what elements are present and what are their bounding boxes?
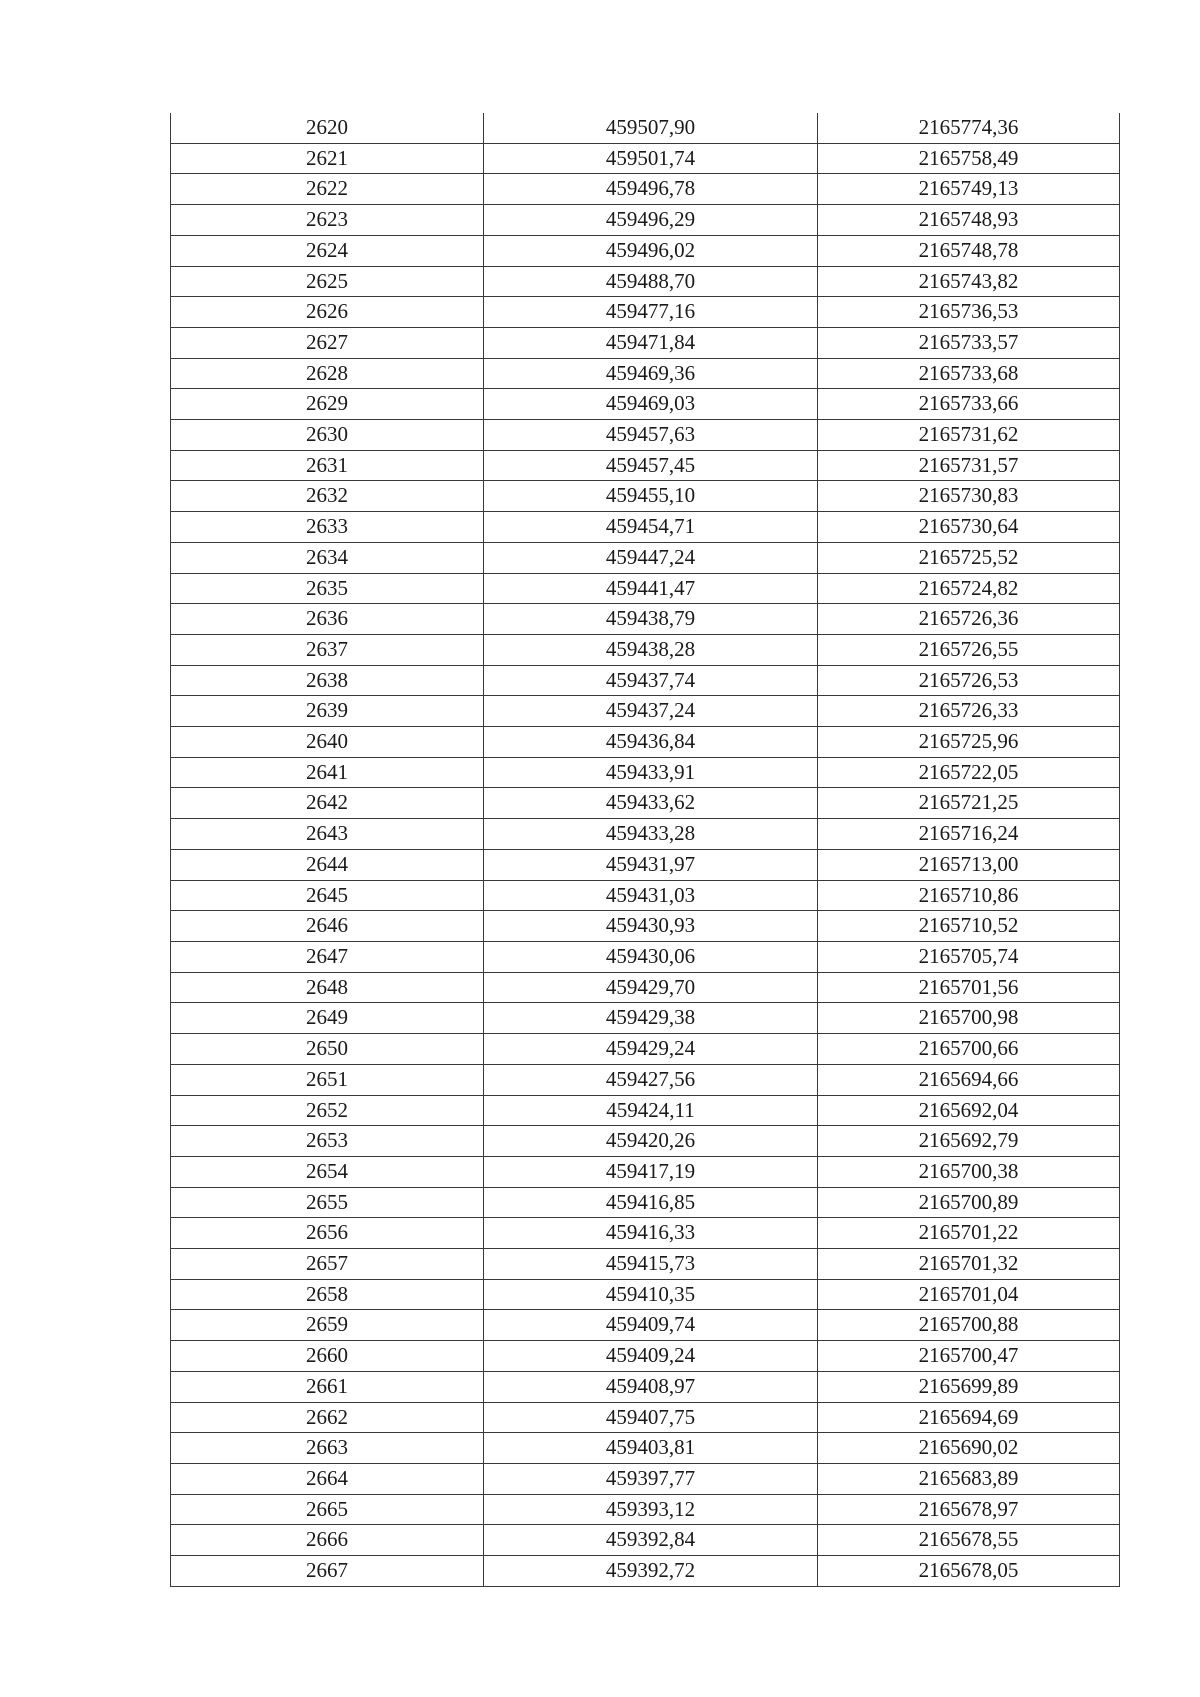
y-coordinate-cell: 2165733,57 — [818, 327, 1120, 358]
y-coordinate-cell: 2165705,74 — [818, 941, 1120, 972]
x-coordinate-cell: 459433,62 — [484, 788, 818, 819]
table-row — [171, 389, 1120, 420]
y-coordinate-cell: 2165716,24 — [818, 819, 1120, 850]
x-coordinate-cell: 459416,33 — [484, 1218, 818, 1249]
x-coordinate-cell: 459488,70 — [484, 266, 818, 297]
table-row — [171, 450, 1120, 481]
x-coordinate-cell: 459457,45 — [484, 450, 818, 481]
x-coordinate-cell: 459438,28 — [484, 634, 818, 665]
point-number-cell: 2664 — [171, 1463, 484, 1494]
point-number-cell: 2641 — [171, 757, 484, 788]
y-coordinate-cell: 2165736,53 — [818, 297, 1120, 328]
y-coordinate-cell: 2165701,22 — [818, 1218, 1120, 1249]
y-coordinate-cell: 2165758,49 — [818, 143, 1120, 174]
point-number-cell: 2634 — [171, 542, 484, 573]
point-number-cell: 2628 — [171, 358, 484, 389]
table-row — [171, 604, 1120, 635]
y-coordinate-cell: 2165713,00 — [818, 849, 1120, 880]
table-row — [171, 1156, 1120, 1187]
table-row — [171, 1249, 1120, 1280]
point-number-cell: 2635 — [171, 573, 484, 604]
table-row — [171, 1310, 1120, 1341]
y-coordinate-cell: 2165699,89 — [818, 1371, 1120, 1402]
table-row — [171, 235, 1120, 266]
x-coordinate-cell: 459454,71 — [484, 512, 818, 543]
x-coordinate-cell: 459441,47 — [484, 573, 818, 604]
y-coordinate-cell: 2165724,82 — [818, 573, 1120, 604]
y-coordinate-cell: 2165722,05 — [818, 757, 1120, 788]
y-coordinate-cell: 2165743,82 — [818, 266, 1120, 297]
table-row — [171, 174, 1120, 205]
point-number-cell: 2649 — [171, 1003, 484, 1034]
table-row — [171, 1525, 1120, 1556]
point-number-cell: 2651 — [171, 1064, 484, 1095]
y-coordinate-cell: 2165690,02 — [818, 1433, 1120, 1464]
x-coordinate-cell: 459407,75 — [484, 1402, 818, 1433]
table-row — [171, 205, 1120, 236]
x-coordinate-cell: 459496,02 — [484, 235, 818, 266]
point-number-cell: 2629 — [171, 389, 484, 420]
table-row — [171, 1064, 1120, 1095]
y-coordinate-cell: 2165710,86 — [818, 880, 1120, 911]
table-row — [171, 757, 1120, 788]
x-coordinate-cell: 459437,24 — [484, 696, 818, 727]
y-coordinate-cell: 2165725,96 — [818, 727, 1120, 758]
table-row — [171, 481, 1120, 512]
x-coordinate-cell: 459477,16 — [484, 297, 818, 328]
y-coordinate-cell: 2165678,05 — [818, 1556, 1120, 1587]
point-number-cell: 2637 — [171, 634, 484, 665]
point-number-cell: 2646 — [171, 911, 484, 942]
point-number-cell: 2654 — [171, 1156, 484, 1187]
table-row — [171, 819, 1120, 850]
point-number-cell: 2661 — [171, 1371, 484, 1402]
point-number-cell: 2633 — [171, 512, 484, 543]
point-number-cell: 2638 — [171, 665, 484, 696]
x-coordinate-cell: 459471,84 — [484, 327, 818, 358]
y-coordinate-cell: 2165694,66 — [818, 1064, 1120, 1095]
x-coordinate-cell: 459429,70 — [484, 972, 818, 1003]
y-coordinate-cell: 2165733,68 — [818, 358, 1120, 389]
table-row — [171, 665, 1120, 696]
table-row — [171, 1494, 1120, 1525]
point-number-cell: 2667 — [171, 1556, 484, 1587]
coordinates-table-body — [171, 113, 1120, 1586]
y-coordinate-cell: 2165731,57 — [818, 450, 1120, 481]
y-coordinate-cell: 2165749,13 — [818, 174, 1120, 205]
y-coordinate-cell: 2165733,66 — [818, 389, 1120, 420]
y-coordinate-cell: 2165710,52 — [818, 911, 1120, 942]
y-coordinate-cell: 2165726,53 — [818, 665, 1120, 696]
x-coordinate-cell: 459469,03 — [484, 389, 818, 420]
table-row — [171, 634, 1120, 665]
point-number-cell: 2632 — [171, 481, 484, 512]
table-row — [171, 266, 1120, 297]
x-coordinate-cell: 459403,81 — [484, 1433, 818, 1464]
x-coordinate-cell: 459457,63 — [484, 420, 818, 451]
y-coordinate-cell: 2165692,79 — [818, 1126, 1120, 1157]
y-coordinate-cell: 2165701,56 — [818, 972, 1120, 1003]
x-coordinate-cell: 459433,91 — [484, 757, 818, 788]
y-coordinate-cell: 2165678,97 — [818, 1494, 1120, 1525]
x-coordinate-cell: 459436,84 — [484, 727, 818, 758]
table-row — [171, 1126, 1120, 1157]
point-number-cell: 2626 — [171, 297, 484, 328]
y-coordinate-cell: 2165700,89 — [818, 1187, 1120, 1218]
coordinates-table — [170, 113, 1120, 1587]
point-number-cell: 2653 — [171, 1126, 484, 1157]
point-number-cell: 2630 — [171, 420, 484, 451]
table-row — [171, 1003, 1120, 1034]
y-coordinate-cell: 2165721,25 — [818, 788, 1120, 819]
y-coordinate-cell: 2165700,47 — [818, 1341, 1120, 1372]
table-row — [171, 1095, 1120, 1126]
point-number-cell: 2659 — [171, 1310, 484, 1341]
point-number-cell: 2652 — [171, 1095, 484, 1126]
y-coordinate-cell: 2165748,78 — [818, 235, 1120, 266]
point-number-cell: 2642 — [171, 788, 484, 819]
point-number-cell: 2627 — [171, 327, 484, 358]
table-row — [171, 1341, 1120, 1372]
y-coordinate-cell: 2165726,33 — [818, 696, 1120, 727]
table-row — [171, 512, 1120, 543]
x-coordinate-cell: 459447,24 — [484, 542, 818, 573]
table-row — [171, 1187, 1120, 1218]
point-number-cell: 2636 — [171, 604, 484, 635]
point-number-cell: 2655 — [171, 1187, 484, 1218]
y-coordinate-cell: 2165700,98 — [818, 1003, 1120, 1034]
table-row — [171, 788, 1120, 819]
y-coordinate-cell: 2165678,55 — [818, 1525, 1120, 1556]
table-row — [171, 1279, 1120, 1310]
table-row — [171, 420, 1120, 451]
x-coordinate-cell: 459430,06 — [484, 941, 818, 972]
x-coordinate-cell: 459437,74 — [484, 665, 818, 696]
y-coordinate-cell: 2165748,93 — [818, 205, 1120, 236]
x-coordinate-cell: 459430,93 — [484, 911, 818, 942]
x-coordinate-cell: 459429,38 — [484, 1003, 818, 1034]
x-coordinate-cell: 459409,24 — [484, 1341, 818, 1372]
table-row — [171, 573, 1120, 604]
y-coordinate-cell: 2165725,52 — [818, 542, 1120, 573]
point-number-cell: 2644 — [171, 849, 484, 880]
y-coordinate-cell: 2165731,62 — [818, 420, 1120, 451]
x-coordinate-cell: 459507,90 — [484, 113, 818, 143]
x-coordinate-cell: 459397,77 — [484, 1463, 818, 1494]
table-row — [171, 1556, 1120, 1587]
point-number-cell: 2665 — [171, 1494, 484, 1525]
point-number-cell: 2639 — [171, 696, 484, 727]
table-row — [171, 880, 1120, 911]
point-number-cell: 2648 — [171, 972, 484, 1003]
x-coordinate-cell: 459501,74 — [484, 143, 818, 174]
x-coordinate-cell: 459469,36 — [484, 358, 818, 389]
x-coordinate-cell: 459424,11 — [484, 1095, 818, 1126]
x-coordinate-cell: 459408,97 — [484, 1371, 818, 1402]
x-coordinate-cell: 459496,29 — [484, 205, 818, 236]
table-row — [171, 1402, 1120, 1433]
x-coordinate-cell: 459431,97 — [484, 849, 818, 880]
table-row — [171, 113, 1120, 143]
y-coordinate-cell: 2165701,32 — [818, 1249, 1120, 1280]
x-coordinate-cell: 459410,35 — [484, 1279, 818, 1310]
table-row — [171, 1218, 1120, 1249]
x-coordinate-cell: 459415,73 — [484, 1249, 818, 1280]
point-number-cell: 2650 — [171, 1034, 484, 1065]
x-coordinate-cell: 459431,03 — [484, 880, 818, 911]
table-row — [171, 1463, 1120, 1494]
point-number-cell: 2656 — [171, 1218, 484, 1249]
point-number-cell: 2647 — [171, 941, 484, 972]
x-coordinate-cell: 459420,26 — [484, 1126, 818, 1157]
point-number-cell: 2662 — [171, 1402, 484, 1433]
x-coordinate-cell: 459416,85 — [484, 1187, 818, 1218]
table-row — [171, 849, 1120, 880]
table-row — [171, 1371, 1120, 1402]
table-row — [171, 941, 1120, 972]
table-row — [171, 1433, 1120, 1464]
y-coordinate-cell: 2165700,66 — [818, 1034, 1120, 1065]
table-row — [171, 911, 1120, 942]
y-coordinate-cell: 2165726,55 — [818, 634, 1120, 665]
x-coordinate-cell: 459438,79 — [484, 604, 818, 635]
y-coordinate-cell: 2165726,36 — [818, 604, 1120, 635]
y-coordinate-cell: 2165730,64 — [818, 512, 1120, 543]
x-coordinate-cell: 459393,12 — [484, 1494, 818, 1525]
table-row — [171, 542, 1120, 573]
point-number-cell: 2658 — [171, 1279, 484, 1310]
x-coordinate-cell: 459392,72 — [484, 1556, 818, 1587]
x-coordinate-cell: 459433,28 — [484, 819, 818, 850]
table-row — [171, 972, 1120, 1003]
table-row — [171, 358, 1120, 389]
y-coordinate-cell: 2165700,38 — [818, 1156, 1120, 1187]
table-row — [171, 297, 1120, 328]
point-number-cell: 2622 — [171, 174, 484, 205]
y-coordinate-cell: 2165701,04 — [818, 1279, 1120, 1310]
point-number-cell: 2625 — [171, 266, 484, 297]
point-number-cell: 2631 — [171, 450, 484, 481]
table-row — [171, 727, 1120, 758]
y-coordinate-cell: 2165700,88 — [818, 1310, 1120, 1341]
x-coordinate-cell: 459409,74 — [484, 1310, 818, 1341]
x-coordinate-cell: 459455,10 — [484, 481, 818, 512]
y-coordinate-cell: 2165730,83 — [818, 481, 1120, 512]
y-coordinate-cell: 2165692,04 — [818, 1095, 1120, 1126]
point-number-cell: 2645 — [171, 880, 484, 911]
x-coordinate-cell: 459429,24 — [484, 1034, 818, 1065]
point-number-cell: 2624 — [171, 235, 484, 266]
x-coordinate-cell: 459392,84 — [484, 1525, 818, 1556]
point-number-cell: 2623 — [171, 205, 484, 236]
point-number-cell: 2666 — [171, 1525, 484, 1556]
y-coordinate-cell: 2165774,36 — [818, 113, 1120, 143]
y-coordinate-cell: 2165694,69 — [818, 1402, 1120, 1433]
x-coordinate-cell: 459417,19 — [484, 1156, 818, 1187]
point-number-cell: 2660 — [171, 1341, 484, 1372]
point-number-cell: 2621 — [171, 143, 484, 174]
table-row — [171, 696, 1120, 727]
point-number-cell: 2663 — [171, 1433, 484, 1464]
table-row — [171, 327, 1120, 358]
x-coordinate-cell: 459427,56 — [484, 1064, 818, 1095]
point-number-cell: 2640 — [171, 727, 484, 758]
table-row — [171, 1034, 1120, 1065]
table-row — [171, 143, 1120, 174]
y-coordinate-cell: 2165683,89 — [818, 1463, 1120, 1494]
x-coordinate-cell: 459496,78 — [484, 174, 818, 205]
point-number-cell: 2643 — [171, 819, 484, 850]
point-number-cell: 2657 — [171, 1249, 484, 1280]
point-number-cell: 2620 — [171, 113, 484, 143]
